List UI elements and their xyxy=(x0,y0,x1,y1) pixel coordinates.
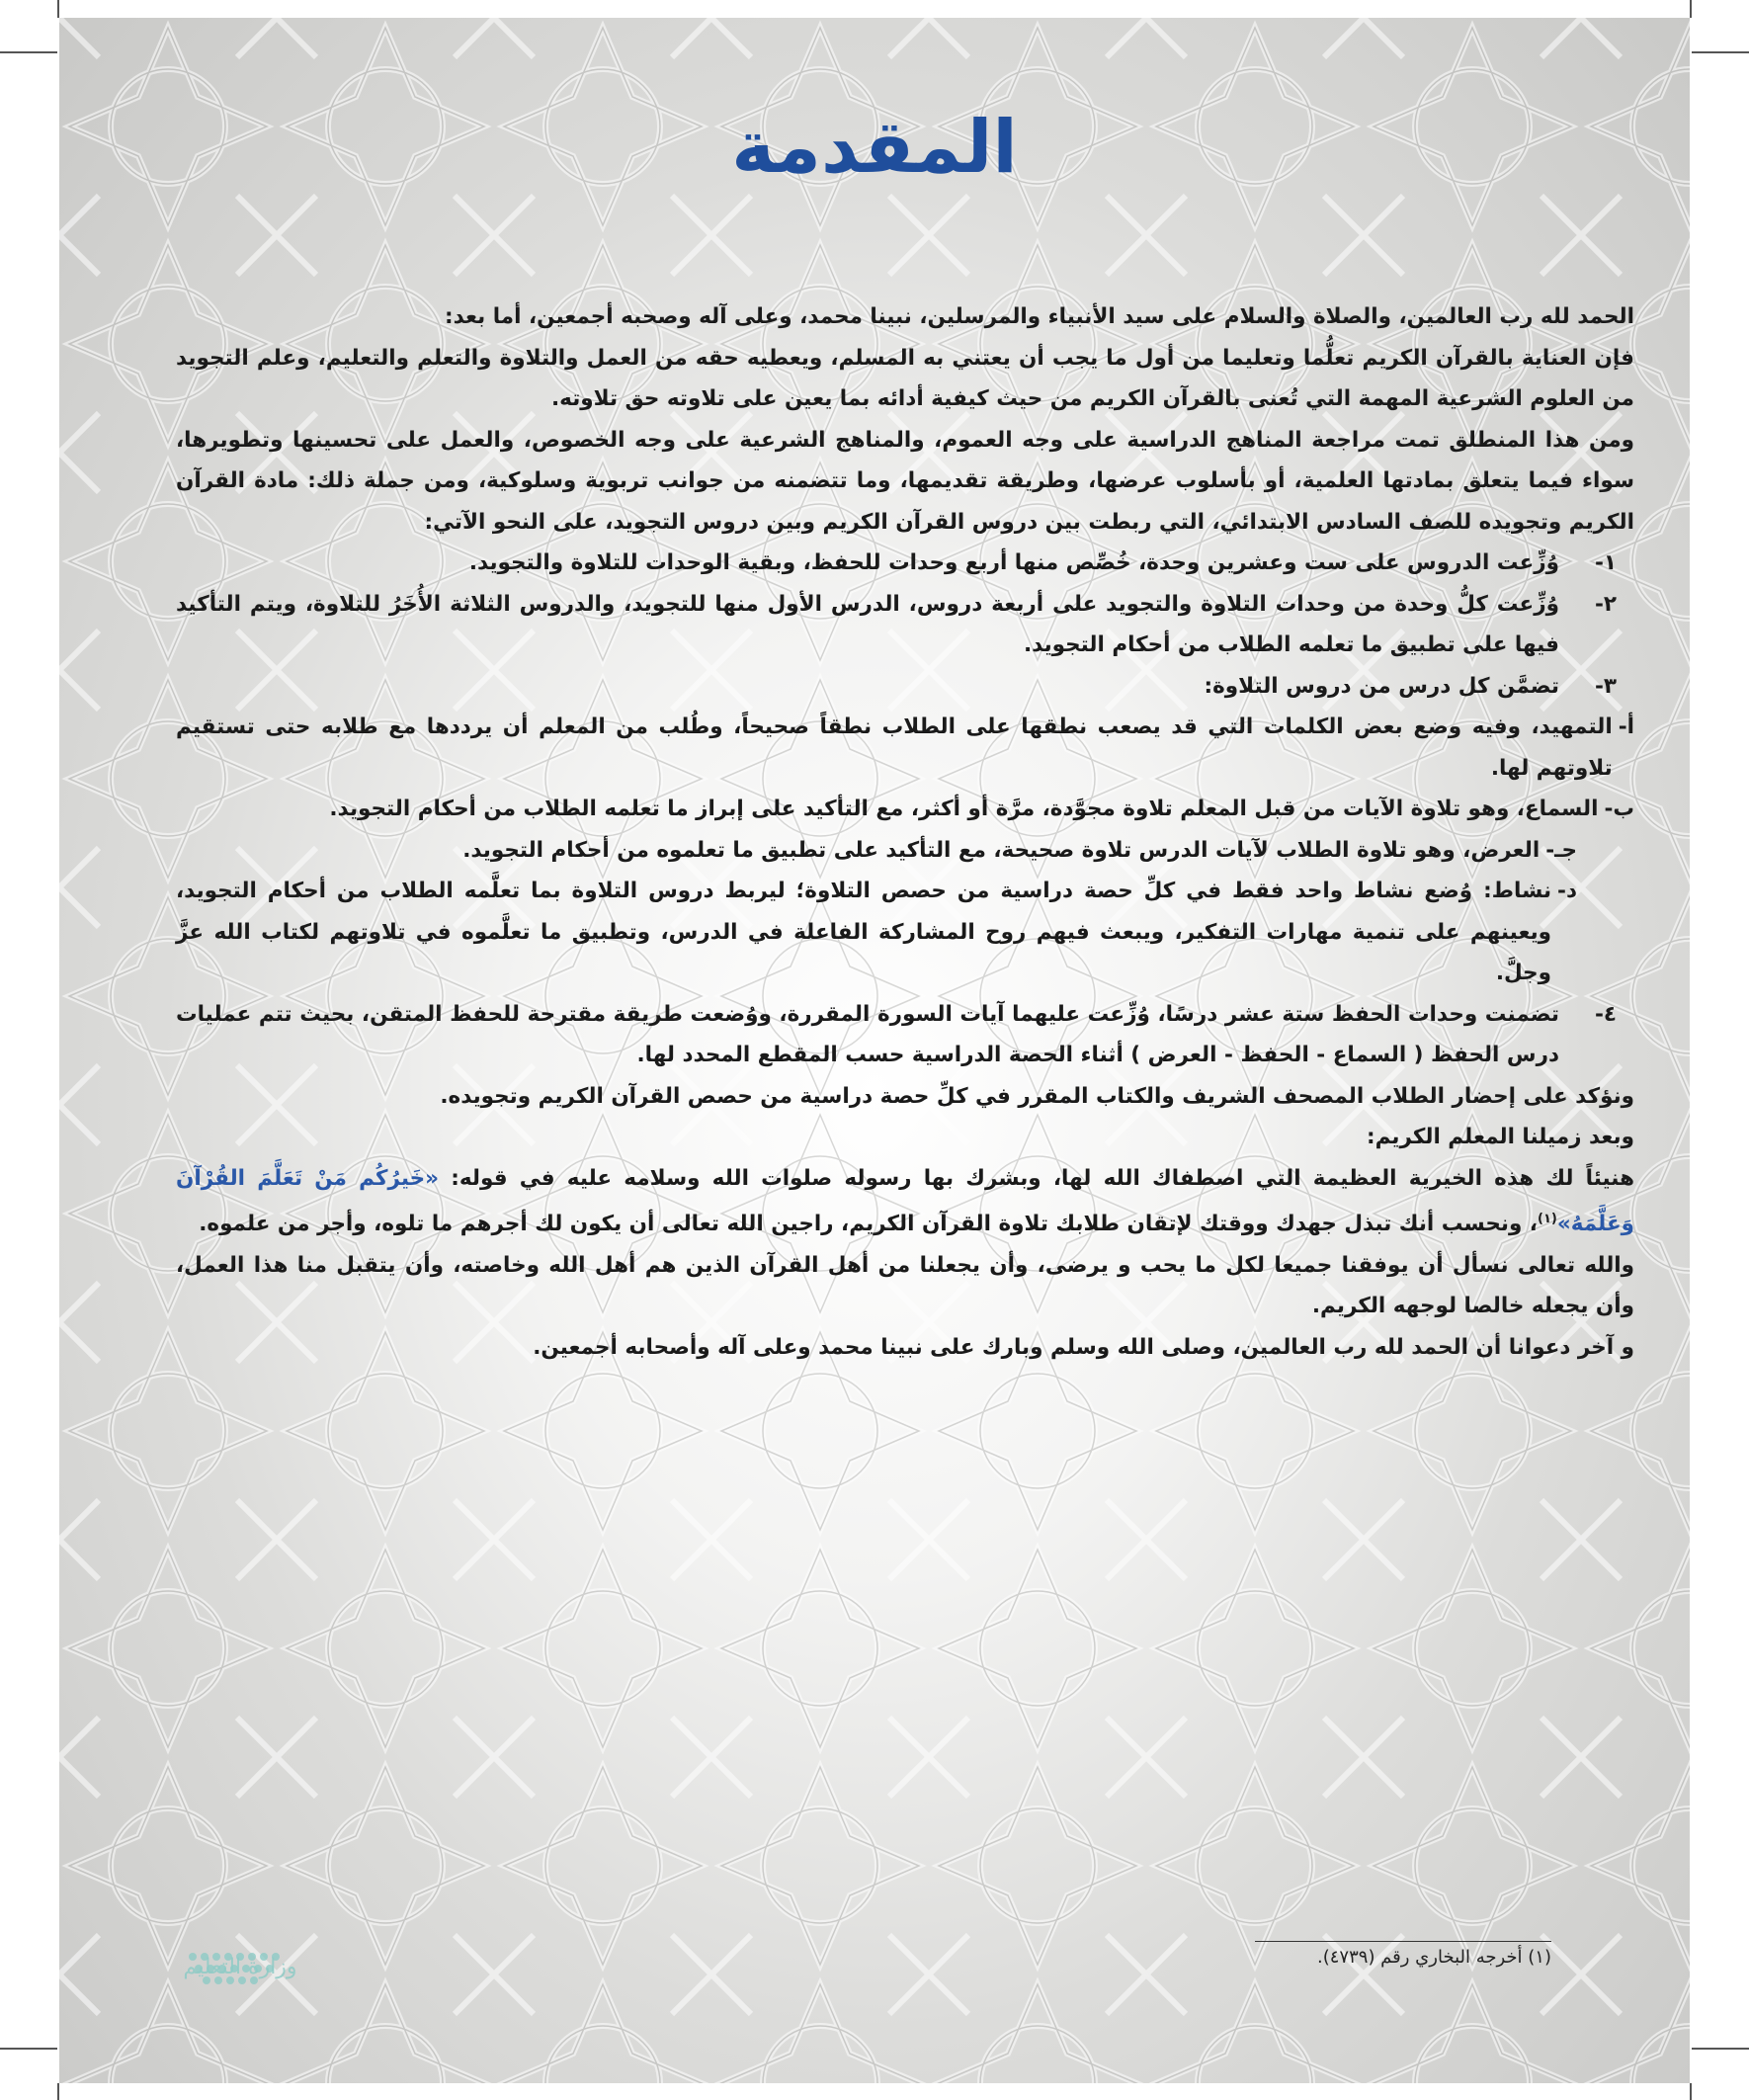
sub-item xyxy=(176,789,1634,830)
list-number: ٢- xyxy=(1594,591,1617,617)
list-item xyxy=(176,666,1634,708)
crop-mark xyxy=(57,2083,59,2100)
crop-mark xyxy=(1692,2048,1749,2050)
introduction-body xyxy=(176,296,1634,1368)
ministry-logo-text: وزارة التعليم xyxy=(183,1955,297,1979)
sub-letter: د- xyxy=(1557,879,1577,903)
sub-item xyxy=(176,707,1634,789)
page-title: المقدمة xyxy=(731,105,1018,190)
list-item xyxy=(176,994,1634,1076)
list-number: ١- xyxy=(1594,550,1617,575)
book-page xyxy=(59,18,1690,2083)
footnote-reference[interactable]: (١) xyxy=(1537,1212,1557,1226)
list-text: وُزِّعت الدروس على ست وعشرين وحدة، خُصِّص منها أربع وحدات للحفظ، وبقية الوحدات للتلاوة والتجويد. xyxy=(468,550,1559,575)
closing-paragraph: و آخر دعوانا أن الحمد لله رب العالمين، وصلى الله وسلم وبارك على نبينا محمد وعلى آله وأصحابه أجمعين. xyxy=(533,1334,1634,1360)
list-text: تضمنت وحدات الحفظ ستة عشر درسًا، وُزِّعت عليهما آيات السورة المقررة، ووُضعت طريقة مقترحة للحفظ المتقن، بحيث تتم عمليات درس الحفظ ( السماع - الحفظ - العرض ) أثناء الحصة الدراسية حسب المقطع المحدد لها. xyxy=(176,1001,1559,1067)
crop-mark xyxy=(1690,0,1692,18)
list-text: وُزِّعت كلُّ وحدة من وحدات التلاوة والتجويد على أربعة دروس، الدرس الأول منها للتجويد، والدروس الثلاثة الأُخَرُ للتلاوة، ويتم التأكيد فيها على تطبيق ما تعلمه الطلاب من أحكام التجويد. xyxy=(176,591,1559,657)
list-item xyxy=(176,584,1634,666)
paragraph: وبعد زميلنا المعلم الكريم: xyxy=(1366,1125,1634,1149)
crop-mark xyxy=(0,2048,57,2050)
list-text: تضمَّن كل درس من دروس التلاوة: xyxy=(1204,673,1559,699)
paragraph: ونؤكد على إحضار الطلاب المصحف الشريف والكتاب المقرر في كلِّ حصة دراسية من حصص القرآن الكريم وتجويده. xyxy=(440,1083,1634,1109)
list-number: ٤- xyxy=(1594,1001,1617,1027)
list-item xyxy=(176,543,1634,584)
paragraph: والله تعالى نسأل أن يوفقنا جميعا لكل ما يحب و يرضى، وأن يجعلنا من أهل القرآن الذين هم أهل الله وخاصته، وأن يتقبل منا هذا العمل، وأن يجعله خالصا لوجهه الكريم. xyxy=(176,1252,1634,1319)
sub-text: العرض، وهو تلاوة الطلاب لآيات الدرس تلاوة صحيحة، مع التأكيد على تطبيق ما تعلموه من أحكام التجويد. xyxy=(462,837,1541,863)
sub-text: نشاط: وُضع نشاط واحد فقط في كلِّ حصة دراسية من حصص التلاوة؛ ليربط دروس التلاوة بما تعلَّمه الطلاب من أحكام التجويد، ويعينهم على تنمية مهارات التفكير، ويبعث فيهم روح المشاركة الفاعلة في الدرس، وتطبيق ما تعلَّموه في تلاوتهم لكتاب الله عزَّ وجلَّ. xyxy=(176,879,1552,985)
crop-mark xyxy=(57,0,59,18)
sub-letter: جـ- xyxy=(1545,837,1577,863)
paragraph-text: ، ونحسب أنك تبذل جهدك ووقتك لإتقان طلابك تلاوة القرآن الكريم، راجين الله تعالى أن يكون لك أجرهم ما تلوه، وأجر من علموه. xyxy=(199,1212,1538,1237)
sub-text: التمهيد، وفيه وضع بعض الكلمات التي قد يصعب نطقها على الطلاب نطقاً صحيحاً، وطُلب من المعلم أن يرددها مع طلابه حتى تستقيم تلاوتهم لها. xyxy=(176,714,1613,781)
crop-mark xyxy=(1690,2083,1692,2100)
sub-letter: أ- xyxy=(1618,714,1634,739)
paragraph: ومن هذا المنطلق تمت مراجعة المناهج الدراسية على وجه العموم، والمناهج الشرعية على وجه الخصوص، والعمل على تحسينها وتطويرها، سواء فيما يتعلق بمادتها العلمية، أو بأسلوب عرضها، وطريقة تقديمها، وما تتضمنه من جوانب تربوية وسلوكية، ومن جملة ذلك: مادة القرآن الكريم وتجويده للصف السادس الابتدائي، التي ربطت بين دروس القرآن الكريم وبين دروس التجويد، على النحو الآتي: xyxy=(176,427,1634,535)
paragraph xyxy=(176,1158,1634,1245)
hadith-quote: «خَيرُكُم مَنْ تَعَلَّمَ القُرْآنَ وَعَلَّمَهُ» xyxy=(176,1165,1634,1237)
sub-item xyxy=(176,871,1634,994)
sub-item xyxy=(176,830,1634,872)
sub-letter: ب- xyxy=(1604,797,1634,821)
opening-paragraph: الحمد لله رب العالمين، والصلاة والسلام على سيد الأنبياء والمرسلين، نبينا محمد، وعلى آله وصحبه أجمعين، أما بعد: xyxy=(445,304,1634,329)
paragraph-text: هنيئاً لك هذه الخيرية العظيمة التي اصطفاك الله لها، وبشرك بها رسوله صلوات الله وسلامه عليه في قوله: xyxy=(439,1165,1634,1191)
footnote-divider xyxy=(1255,1941,1551,1942)
crop-mark xyxy=(1692,51,1749,53)
sub-text: السماع، وهو تلاوة الآيات من قبل المعلم تلاوة مجوَّدة، مرَّة أو أكثر، مع التأكيد على إبراز ما تعلمه الطلاب من أحكام التجويد. xyxy=(329,797,1599,821)
paragraph: فإن العناية بالقرآن الكريم تعلُّما وتعليما من أول ما يجب أن يعتني به المسلم، ويعطيه حقه من العمل والتلاوة والتعلم والتعليم، وعلم التجويد من العلوم الشرعية المهمة التي تُعنى بالقرآن الكريم من حيث كيفية أدائه بما يعين على تلاوته حق تلاوته. xyxy=(176,345,1634,411)
list-number: ٣- xyxy=(1594,673,1617,699)
footnote: (١) أخرجه البخاري رقم (٤٧٣٩). xyxy=(1317,1947,1551,1968)
crop-mark xyxy=(0,51,57,53)
